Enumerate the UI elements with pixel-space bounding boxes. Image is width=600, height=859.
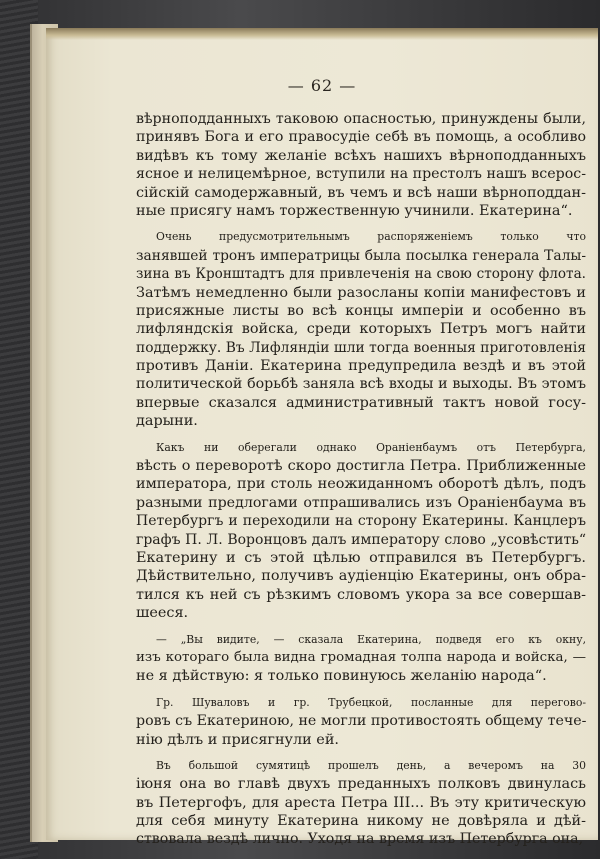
book-page — [46, 28, 598, 848]
text-line: впервые сказался административный тактъ новой госу- — [136, 394, 586, 411]
text-line: Очень предусмотрительнымъ распоряженіемъ только что — [156, 230, 586, 244]
text-line: видѣвъ къ тому желаніе всѣхъ нашихъ вѣрноподданныхъ — [136, 147, 586, 164]
text-line: разными предлогами отпрашивались изъ Ораніенбаума въ — [136, 494, 586, 511]
text-line: нію дѣлъ и присягнули ей. — [136, 731, 339, 748]
text-line: изъ котораго была видна громадная толпа народа и войска, — — [136, 649, 586, 665]
text-line: не я дѣйствую: я только повинуюсь желанію народа“. — [136, 668, 547, 685]
paragraph — [136, 694, 586, 749]
paragraph — [136, 439, 586, 623]
paragraph — [136, 228, 586, 430]
text-line: іюня она во главѣ двухъ преданныхъ полковъ двинулась — [136, 776, 586, 793]
text-line: Затѣмъ немедленно были разосланы копіи манифестовъ и — [136, 284, 586, 301]
text-line: ствовала вездѣ лично. Уходя на время изъ Петербурга она, — [136, 831, 584, 848]
text-line: политической борьбѣ заняла всѣ входы и выходы. Въ этомъ — [136, 376, 586, 393]
text-line: ные присягу намъ торжественную учинили. Екатерина“. — [136, 202, 573, 219]
text-line: лифляндскія войска, среди которыхъ Петръ могъ найти — [136, 321, 586, 338]
text-line: Екатерину и съ этой цѣлью отправился въ Петербургъ. — [136, 549, 586, 566]
text-line: вѣсть о переворотѣ скоро достигла Петра. Приближенные — [136, 458, 586, 475]
text-line: шееся. — [136, 605, 189, 622]
text-line: ясное и нелицемѣрное, вступили на престолъ нашъ всерос- — [136, 166, 586, 183]
text-line: для себя минуту Екатерина никому не довѣряла и дѣй- — [136, 813, 586, 830]
text-line: Дѣйствительно, получивъ аудіенцію Екатерины, онъ обра- — [136, 568, 586, 585]
page-top-shadow — [46, 28, 598, 40]
text-line: дарыни. — [136, 413, 198, 430]
text-line: — „Вы видите, — сказала Екатерина, подведя его къ окну, — [156, 632, 586, 646]
text-line: занявшей тронъ императрицы была посылка генерала Талы- — [136, 247, 586, 264]
text-line: вѣрноподданныхъ таковою опасностью, принуждены были, — [136, 111, 586, 127]
text-line: императора, при столь неожиданномъ оборотѣ дѣлъ, подъ — [136, 476, 586, 493]
body-text — [136, 110, 586, 849]
text-line: зина въ Кронштадтъ для привлеченія на свою сторону флота. — [136, 266, 586, 283]
text-line: противъ Даніи. Екатерина предупредила вездѣ и въ этой — [136, 358, 586, 375]
text-line: Петербургъ и переходили на сторону Екатерины. Канцлеръ — [136, 513, 586, 530]
text-line: въ Петергофъ, для ареста Петра III... Въ эту критическую — [136, 794, 586, 811]
text-line: Въ большой сумятицѣ прошелъ день, а вечеромъ на 30 — [156, 758, 586, 772]
text-line: принявъ Бога и его правосудіе себѣ въ помощь, а особливо — [136, 129, 586, 146]
text-line: Гр. Шуваловъ и гр. Трубецкой, посланные для перегово- — [156, 695, 586, 709]
paragraph — [136, 631, 586, 686]
text-line: графъ П. Л. Воронцовъ далъ императору слово „усовѣстить“ — [136, 531, 586, 548]
text-line: присяжные листы во всѣ концы имперіи и особенно въ — [136, 302, 586, 319]
paragraph — [136, 757, 586, 849]
text-line: ровъ съ Екатериною, не могли противостоять общему тече- — [136, 713, 587, 730]
text-line: поддержку. Въ Лифляндіи шли тогда военныя приготовленія — [136, 339, 586, 356]
text-line: Какъ ни оберегали однако Ораніенбаумъ отъ Петербурга, — [156, 440, 586, 454]
text-line: тился къ ней съ рѣзкимъ словомъ укора за все совершав- — [136, 586, 586, 603]
text-line: сійскій самодержавный, въ чемъ и всѣ наши вѣрноподдан- — [136, 184, 586, 201]
page-number: — 62 — — [287, 76, 357, 95]
paragraph — [136, 110, 586, 220]
